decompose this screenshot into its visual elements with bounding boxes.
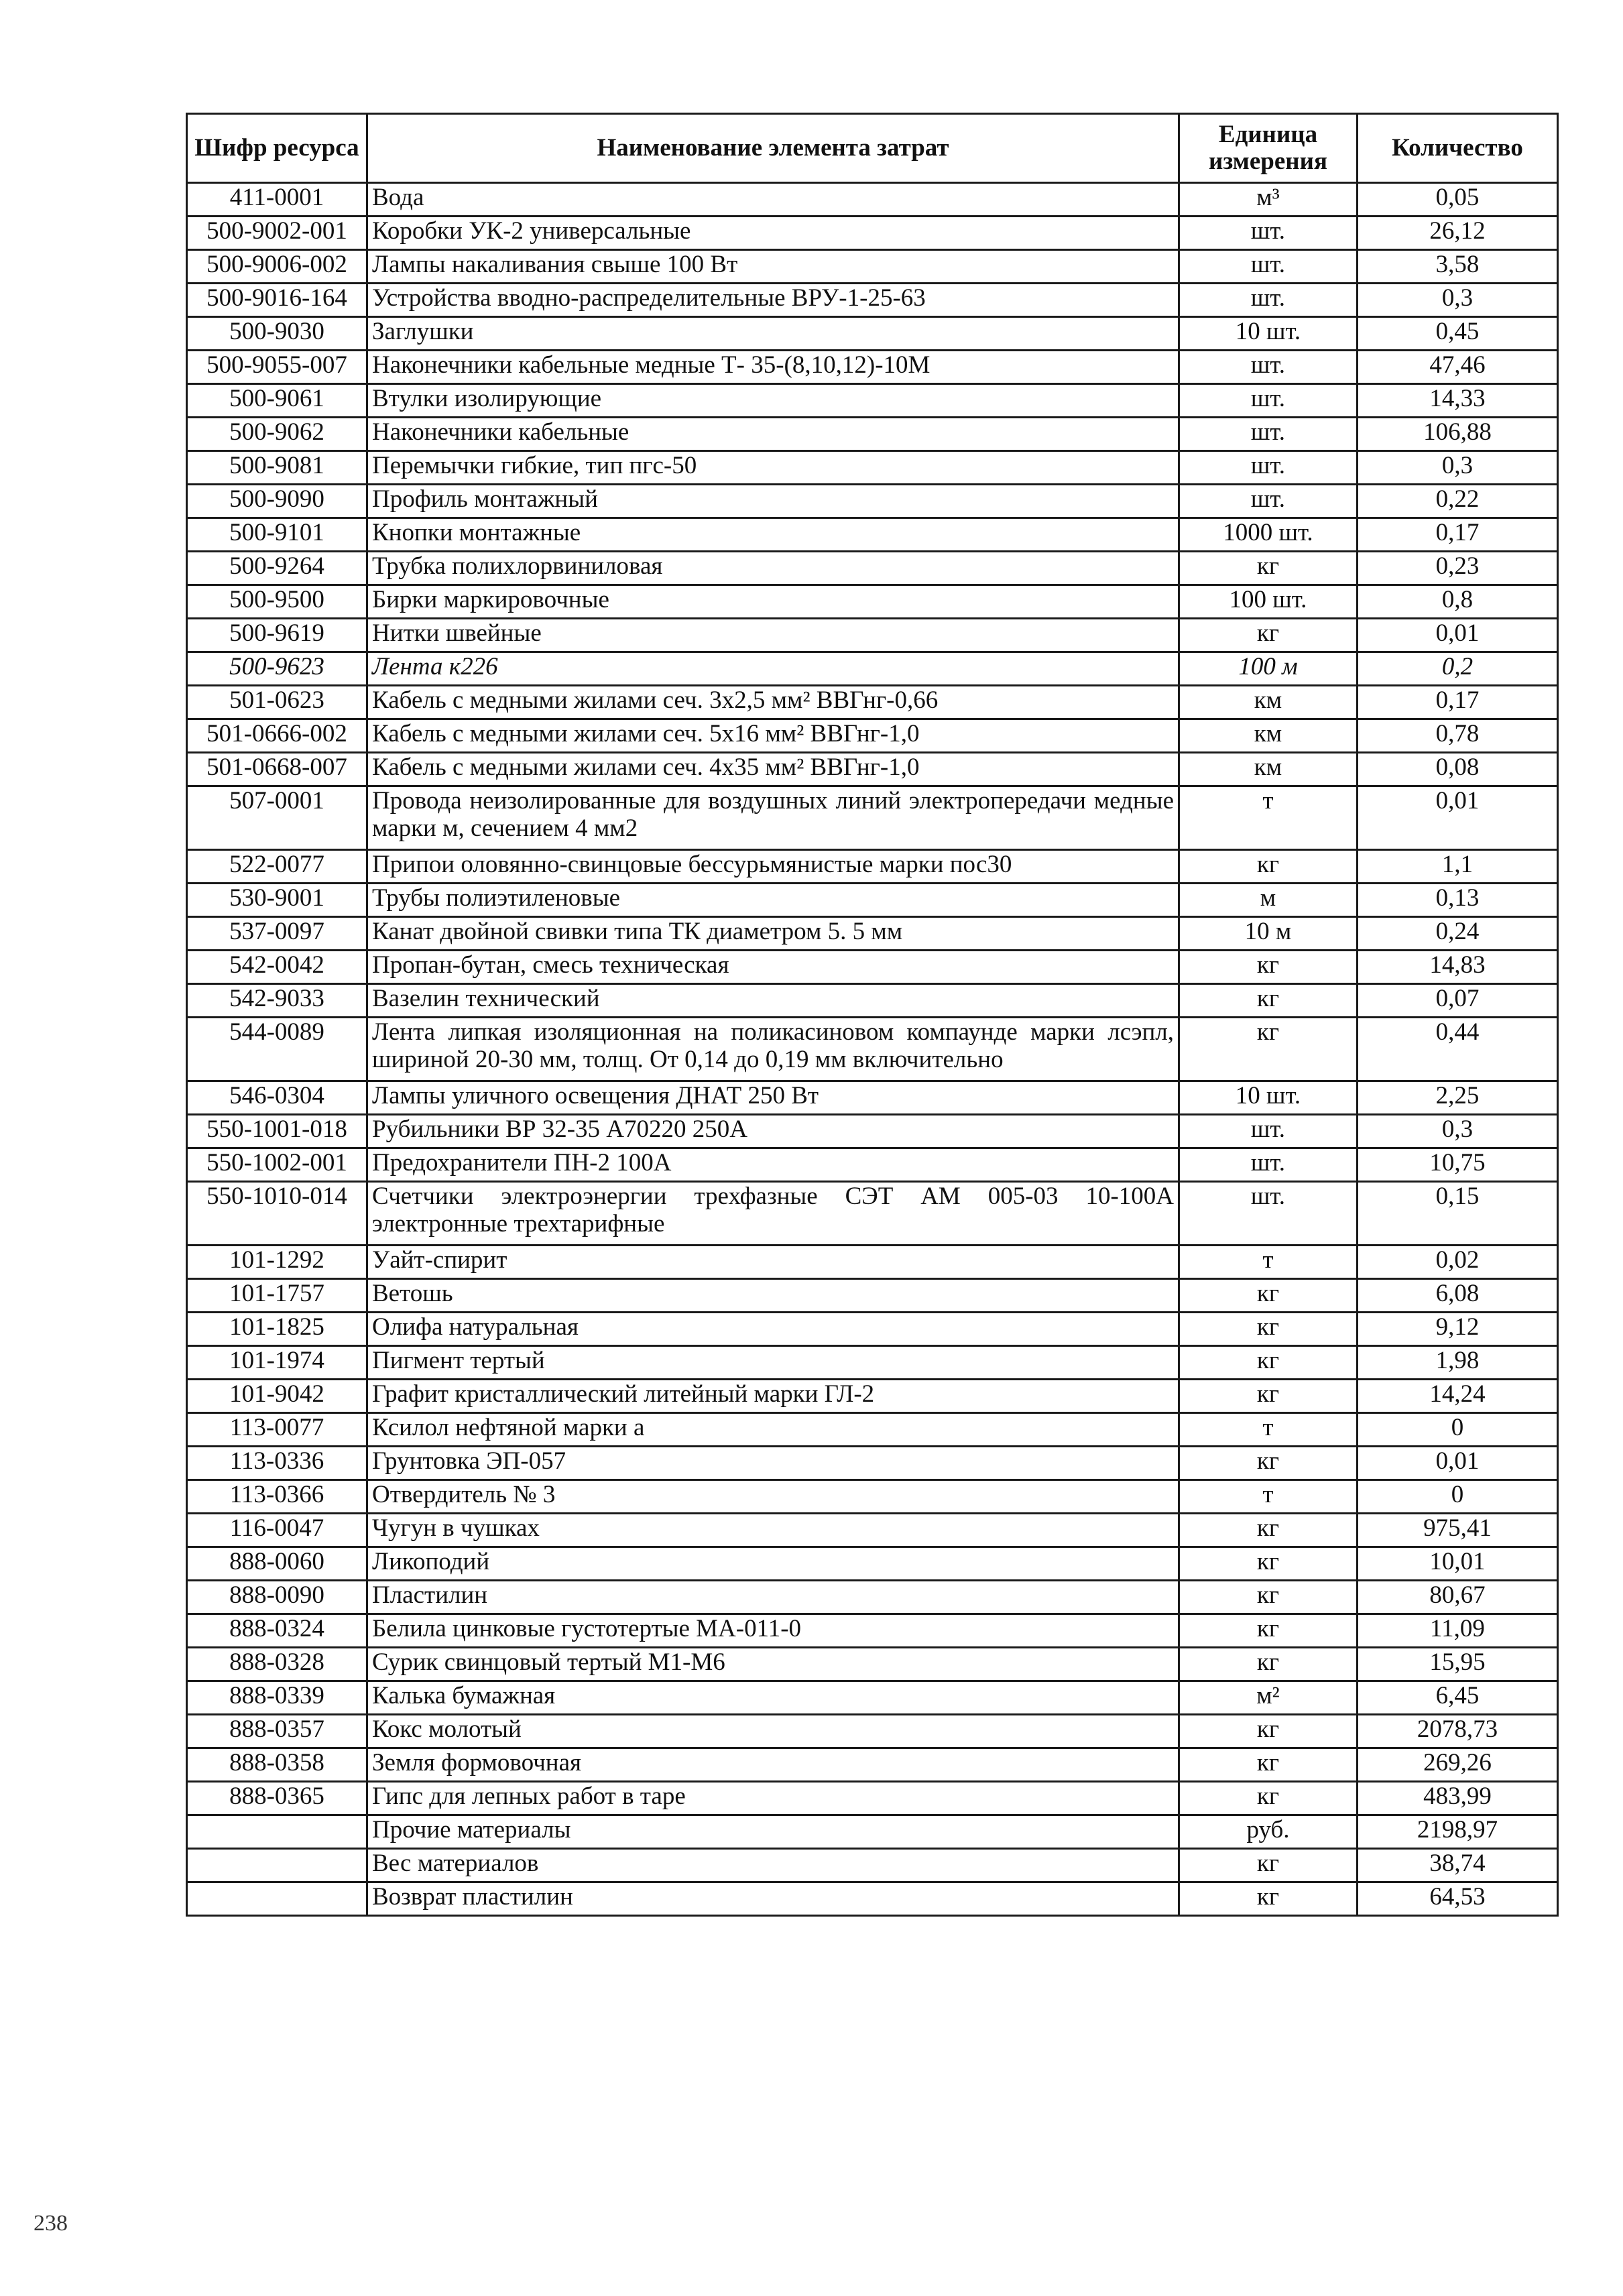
- table-row: [187, 1547, 1558, 1581]
- quantity-cell: 3,58: [1358, 250, 1558, 284]
- resource-code-cell: 113-0366: [187, 1480, 367, 1514]
- item-name-cell: Графит кристаллический литейный марки ГЛ-2: [367, 1380, 1179, 1413]
- unit-cell: шт.: [1179, 384, 1358, 418]
- item-name-cell: Втулки изолирующие: [367, 384, 1179, 418]
- table-row: [187, 351, 1558, 384]
- unit-cell: кг: [1179, 1279, 1358, 1313]
- unit-cell: кг: [1179, 1882, 1358, 1916]
- unit-cell: шт.: [1179, 217, 1358, 250]
- table-row: [187, 518, 1558, 552]
- table-row: [187, 1514, 1558, 1547]
- quantity-cell: 47,46: [1358, 351, 1558, 384]
- resource-code-cell: 888-0339: [187, 1681, 367, 1715]
- quantity-cell: 0,24: [1358, 917, 1558, 951]
- quantity-cell: 2078,73: [1358, 1715, 1558, 1748]
- quantity-cell: 0,07: [1358, 984, 1558, 1018]
- table-row: [187, 1115, 1558, 1148]
- quantity-cell: 2198,97: [1358, 1815, 1558, 1849]
- unit-cell: кг: [1179, 1715, 1358, 1748]
- quantity-cell: 0,01: [1358, 786, 1558, 850]
- unit-cell: м³: [1179, 183, 1358, 217]
- unit-cell: кг: [1179, 1018, 1358, 1081]
- unit-cell: кг: [1179, 1447, 1358, 1480]
- resource-code-cell: 500-9002-001: [187, 217, 367, 250]
- quantity-cell: 0,08: [1358, 753, 1558, 786]
- resource-code-cell: 888-0090: [187, 1581, 367, 1614]
- quantity-cell: 0,3: [1358, 1115, 1558, 1148]
- item-name-cell: Земля формовочная: [367, 1748, 1179, 1782]
- resource-table: [186, 113, 1559, 1917]
- header-qty: Количество: [1358, 114, 1558, 183]
- table-row: [187, 1413, 1558, 1447]
- unit-cell: шт.: [1179, 1148, 1358, 1182]
- quantity-cell: 10,01: [1358, 1547, 1558, 1581]
- quantity-cell: 9,12: [1358, 1313, 1558, 1346]
- resource-code-cell: 500-9016-164: [187, 284, 367, 317]
- unit-cell: кг: [1179, 951, 1358, 984]
- table-row: [187, 1380, 1558, 1413]
- table-row: [187, 619, 1558, 652]
- resource-code-cell: 501-0623: [187, 686, 367, 719]
- table-row: [187, 1849, 1558, 1882]
- unit-cell: шт.: [1179, 418, 1358, 451]
- item-name-cell: Вазелин технический: [367, 984, 1179, 1018]
- table-row: [187, 1648, 1558, 1681]
- item-name-cell: Гипс для лепных работ в таре: [367, 1782, 1179, 1815]
- item-name-cell: Провода неизолированные для воздушных линий электропередачи медные марки м, сечением 4 мм2: [367, 786, 1179, 850]
- quantity-cell: 80,67: [1358, 1581, 1558, 1614]
- quantity-cell: 0,8: [1358, 585, 1558, 619]
- resource-code-cell: 550-1010-014: [187, 1182, 367, 1246]
- item-name-cell: Профиль монтажный: [367, 485, 1179, 518]
- quantity-cell: 2,25: [1358, 1081, 1558, 1115]
- table-row: [187, 1148, 1558, 1182]
- resource-code-cell: 101-1757: [187, 1279, 367, 1313]
- unit-cell: км: [1179, 753, 1358, 786]
- table-row: [187, 1480, 1558, 1514]
- quantity-cell: 6,08: [1358, 1279, 1558, 1313]
- table-row: [187, 585, 1558, 619]
- item-name-cell: Кабель с медными жилами сеч. 4х35 мм² ВВГнг-1,0: [367, 753, 1179, 786]
- item-name-cell: Белила цинковые густотертые МА-011-0: [367, 1614, 1179, 1648]
- quantity-cell: 0,44: [1358, 1018, 1558, 1081]
- table-row: [187, 485, 1558, 518]
- quantity-cell: 14,24: [1358, 1380, 1558, 1413]
- unit-cell: т: [1179, 1413, 1358, 1447]
- item-name-cell: Возврат пластилин: [367, 1882, 1179, 1916]
- item-name-cell: Бирки маркировочные: [367, 585, 1179, 619]
- item-name-cell: Коробки УК-2 универсальные: [367, 217, 1179, 250]
- table-row: [187, 217, 1558, 250]
- unit-cell: шт.: [1179, 485, 1358, 518]
- item-name-cell: Ветошь: [367, 1279, 1179, 1313]
- item-name-cell: Отвердитель № 3: [367, 1480, 1179, 1514]
- quantity-cell: 0,17: [1358, 686, 1558, 719]
- quantity-cell: 0,45: [1358, 317, 1558, 351]
- resource-code-cell: 500-9030: [187, 317, 367, 351]
- resource-code-cell: 888-0060: [187, 1547, 367, 1581]
- item-name-cell: Трубы полиэтиленовые: [367, 884, 1179, 917]
- item-name-cell: Перемычки гибкие, тип пгс-50: [367, 451, 1179, 485]
- item-name-cell: Грунтовка ЭП-057: [367, 1447, 1179, 1480]
- quantity-cell: 483,99: [1358, 1782, 1558, 1815]
- item-name-cell: Калька бумажная: [367, 1681, 1179, 1715]
- item-name-cell: Ликоподий: [367, 1547, 1179, 1581]
- unit-cell: кг: [1179, 1547, 1358, 1581]
- item-name-cell: Кнопки монтажные: [367, 518, 1179, 552]
- table-row: [187, 250, 1558, 284]
- header-unit: Единица измерения: [1179, 114, 1358, 183]
- quantity-cell: 38,74: [1358, 1849, 1558, 1882]
- item-name-cell: Счетчики электроэнергии трехфазные СЭТ АМ 005-03 10-100А электронные трехтарифные: [367, 1182, 1179, 1246]
- item-name-cell: Пигмент тертый: [367, 1346, 1179, 1380]
- table-row: [187, 1279, 1558, 1313]
- table-row: [187, 652, 1558, 686]
- table-row: [187, 786, 1558, 850]
- resource-code-cell: 101-1292: [187, 1246, 367, 1279]
- table-row: [187, 1782, 1558, 1815]
- quantity-cell: 975,41: [1358, 1514, 1558, 1547]
- resource-code-cell: 544-0089: [187, 1018, 367, 1081]
- resource-code-cell: 546-0304: [187, 1081, 367, 1115]
- table-row: [187, 384, 1558, 418]
- resource-code-cell: 500-9101: [187, 518, 367, 552]
- table-row: [187, 1715, 1558, 1748]
- table-row: [187, 686, 1558, 719]
- item-name-cell: Предохранители ПН-2 100А: [367, 1148, 1179, 1182]
- unit-cell: м²: [1179, 1681, 1358, 1715]
- header-code: Шифр ресурса: [187, 114, 367, 183]
- page-number: 238: [34, 2211, 68, 2236]
- quantity-cell: 0,78: [1358, 719, 1558, 753]
- resource-code-cell: 522-0077: [187, 850, 367, 884]
- resource-code-cell: 888-0365: [187, 1782, 367, 1815]
- resource-code-cell: 537-0097: [187, 917, 367, 951]
- resource-code-cell: 411-0001: [187, 183, 367, 217]
- table-body: [187, 183, 1558, 1916]
- resource-code-cell: 101-1825: [187, 1313, 367, 1346]
- table-row: [187, 1081, 1558, 1115]
- quantity-cell: 269,26: [1358, 1748, 1558, 1782]
- resource-code-cell: 113-0077: [187, 1413, 367, 1447]
- resource-code-cell: 888-0357: [187, 1715, 367, 1748]
- resource-code-cell: 500-9006-002: [187, 250, 367, 284]
- quantity-cell: 6,45: [1358, 1681, 1558, 1715]
- resource-code-cell: 888-0324: [187, 1614, 367, 1648]
- resource-code-cell: 501-0668-007: [187, 753, 367, 786]
- quantity-cell: 0,01: [1358, 1447, 1558, 1480]
- resource-code-cell: 500-9264: [187, 552, 367, 585]
- unit-cell: 100 шт.: [1179, 585, 1358, 619]
- quantity-cell: 0,22: [1358, 485, 1558, 518]
- table-row: [187, 1681, 1558, 1715]
- unit-cell: шт.: [1179, 1182, 1358, 1246]
- item-name-cell: Прочие материалы: [367, 1815, 1179, 1849]
- table-row: [187, 1748, 1558, 1782]
- table-row: [187, 1313, 1558, 1346]
- table-row: [187, 183, 1558, 217]
- item-name-cell: Канат двойной свивки типа ТК диаметром 5. 5 мм: [367, 917, 1179, 951]
- unit-cell: шт.: [1179, 1115, 1358, 1148]
- unit-cell: кг: [1179, 1849, 1358, 1882]
- table-row: [187, 753, 1558, 786]
- resource-code-cell: 500-9061: [187, 384, 367, 418]
- resource-code-cell: 101-9042: [187, 1380, 367, 1413]
- table-row: [187, 451, 1558, 485]
- item-name-cell: Вес материалов: [367, 1849, 1179, 1882]
- table-row: [187, 552, 1558, 585]
- unit-cell: кг: [1179, 984, 1358, 1018]
- table-row: [187, 1346, 1558, 1380]
- unit-cell: кг: [1179, 552, 1358, 585]
- quantity-cell: 1,98: [1358, 1346, 1558, 1380]
- unit-cell: кг: [1179, 1782, 1358, 1815]
- table-row: [187, 884, 1558, 917]
- resource-code-cell: [187, 1815, 367, 1849]
- unit-cell: 100 м: [1179, 652, 1358, 686]
- item-name-cell: Лампы уличного освещения ДНАТ 250 Вт: [367, 1081, 1179, 1115]
- resource-code-cell: [187, 1849, 367, 1882]
- unit-cell: шт.: [1179, 351, 1358, 384]
- quantity-cell: 14,33: [1358, 384, 1558, 418]
- resource-code-cell: 550-1001-018: [187, 1115, 367, 1148]
- item-name-cell: Трубка полихлорвиниловая: [367, 552, 1179, 585]
- unit-cell: шт.: [1179, 284, 1358, 317]
- unit-cell: м: [1179, 884, 1358, 917]
- quantity-cell: 0,02: [1358, 1246, 1558, 1279]
- resource-code-cell: 500-9090: [187, 485, 367, 518]
- table-row: [187, 917, 1558, 951]
- resource-code-cell: 888-0358: [187, 1748, 367, 1782]
- table-row: [187, 1882, 1558, 1916]
- table-row: [187, 984, 1558, 1018]
- resource-code-cell: 113-0336: [187, 1447, 367, 1480]
- table-row: [187, 1815, 1558, 1849]
- unit-cell: т: [1179, 786, 1358, 850]
- unit-cell: 10 шт.: [1179, 1081, 1358, 1115]
- quantity-cell: 1,1: [1358, 850, 1558, 884]
- unit-cell: кг: [1179, 1514, 1358, 1547]
- item-name-cell: Уайт-спирит: [367, 1246, 1179, 1279]
- resource-code-cell: 500-9081: [187, 451, 367, 485]
- unit-cell: кг: [1179, 1748, 1358, 1782]
- quantity-cell: 15,95: [1358, 1648, 1558, 1681]
- unit-cell: т: [1179, 1480, 1358, 1514]
- quantity-cell: 0,3: [1358, 451, 1558, 485]
- table-row: [187, 1447, 1558, 1480]
- unit-cell: 10 шт.: [1179, 317, 1358, 351]
- item-name-cell: Нитки швейные: [367, 619, 1179, 652]
- quantity-cell: 0,17: [1358, 518, 1558, 552]
- resource-code-cell: 888-0328: [187, 1648, 367, 1681]
- quantity-cell: 0,23: [1358, 552, 1558, 585]
- unit-cell: км: [1179, 719, 1358, 753]
- table-row: [187, 1246, 1558, 1279]
- unit-cell: кг: [1179, 1380, 1358, 1413]
- quantity-cell: 11,09: [1358, 1614, 1558, 1648]
- item-name-cell: Пропан-бутан, смесь техническая: [367, 951, 1179, 984]
- quantity-cell: 0: [1358, 1413, 1558, 1447]
- resource-code-cell: 500-9500: [187, 585, 367, 619]
- unit-cell: шт.: [1179, 451, 1358, 485]
- table-row: [187, 1614, 1558, 1648]
- quantity-cell: 0,01: [1358, 619, 1558, 652]
- quantity-cell: 26,12: [1358, 217, 1558, 250]
- table-row: [187, 719, 1558, 753]
- table-row: [187, 850, 1558, 884]
- unit-cell: кг: [1179, 850, 1358, 884]
- resource-code-cell: 500-9619: [187, 619, 367, 652]
- item-name-cell: Кокс молотый: [367, 1715, 1179, 1748]
- header-row: [187, 114, 1558, 183]
- resource-code-cell: 501-0666-002: [187, 719, 367, 753]
- table-row: [187, 418, 1558, 451]
- quantity-cell: 14,83: [1358, 951, 1558, 984]
- table-row: [187, 951, 1558, 984]
- item-name-cell: Вода: [367, 183, 1179, 217]
- unit-cell: 1000 шт.: [1179, 518, 1358, 552]
- resource-code-cell: 500-9055-007: [187, 351, 367, 384]
- unit-cell: кг: [1179, 1648, 1358, 1681]
- quantity-cell: 0,05: [1358, 183, 1558, 217]
- item-name-cell: Заглушки: [367, 317, 1179, 351]
- resource-code-cell: 116-0047: [187, 1514, 367, 1547]
- item-name-cell: Лента липкая изоляционная на поликасиновом компаунде марки лсэпл, шириной 20-30 мм, толщ. От 0,14 до 0,19 мм включительно: [367, 1018, 1179, 1081]
- resource-code-cell: 500-9623: [187, 652, 367, 686]
- unit-cell: кг: [1179, 1614, 1358, 1648]
- resource-code-cell: [187, 1882, 367, 1916]
- item-name-cell: Олифа натуральная: [367, 1313, 1179, 1346]
- unit-cell: 10 м: [1179, 917, 1358, 951]
- item-name-cell: Чугун в чушках: [367, 1514, 1179, 1547]
- item-name-cell: Кабель с медными жилами сеч. 3х2,5 мм² ВВГнг-0,66: [367, 686, 1179, 719]
- quantity-cell: 0,2: [1358, 652, 1558, 686]
- item-name-cell: Устройства вводно-распределительные ВРУ-1-25-63: [367, 284, 1179, 317]
- item-name-cell: Наконечники кабельные медные Т- 35-(8,10,12)-10М: [367, 351, 1179, 384]
- resource-code-cell: 101-1974: [187, 1346, 367, 1380]
- resource-code-cell: 507-0001: [187, 786, 367, 850]
- quantity-cell: 0,3: [1358, 284, 1558, 317]
- item-name-cell: Пластилин: [367, 1581, 1179, 1614]
- item-name-cell: Припои оловянно-свинцовые бессурьмянистые марки пос30: [367, 850, 1179, 884]
- quantity-cell: 0: [1358, 1480, 1558, 1514]
- unit-cell: руб.: [1179, 1815, 1358, 1849]
- quantity-cell: 106,88: [1358, 418, 1558, 451]
- unit-cell: кг: [1179, 1581, 1358, 1614]
- item-name-cell: Лента к226: [367, 652, 1179, 686]
- item-name-cell: Кабель с медными жилами сеч. 5х16 мм² ВВГнг-1,0: [367, 719, 1179, 753]
- quantity-cell: 0,15: [1358, 1182, 1558, 1246]
- item-name-cell: Сурик свинцовый тертый М1-М6: [367, 1648, 1179, 1681]
- quantity-cell: 10,75: [1358, 1148, 1558, 1182]
- unit-cell: км: [1179, 686, 1358, 719]
- unit-cell: кг: [1179, 1313, 1358, 1346]
- header-name: Наименование элемента затрат: [367, 114, 1179, 183]
- item-name-cell: Лампы накаливания свыше 100 Вт: [367, 250, 1179, 284]
- resource-code-cell: 542-0042: [187, 951, 367, 984]
- quantity-cell: 64,53: [1358, 1882, 1558, 1916]
- table-row: [187, 1018, 1558, 1081]
- unit-cell: шт.: [1179, 250, 1358, 284]
- unit-cell: кг: [1179, 1346, 1358, 1380]
- item-name-cell: Рубильники ВР 32-35 А70220 250А: [367, 1115, 1179, 1148]
- resource-code-cell: 530-9001: [187, 884, 367, 917]
- item-name-cell: Ксилол нефтяной марки а: [367, 1413, 1179, 1447]
- resource-code-cell: 500-9062: [187, 418, 367, 451]
- table-row: [187, 1182, 1558, 1246]
- quantity-cell: 0,13: [1358, 884, 1558, 917]
- unit-cell: т: [1179, 1246, 1358, 1279]
- table-row: [187, 317, 1558, 351]
- item-name-cell: Наконечники кабельные: [367, 418, 1179, 451]
- table-row: [187, 1581, 1558, 1614]
- resource-code-cell: 542-9033: [187, 984, 367, 1018]
- table-row: [187, 284, 1558, 317]
- table-header: [187, 114, 1558, 183]
- resource-code-cell: 550-1002-001: [187, 1148, 367, 1182]
- unit-cell: кг: [1179, 619, 1358, 652]
